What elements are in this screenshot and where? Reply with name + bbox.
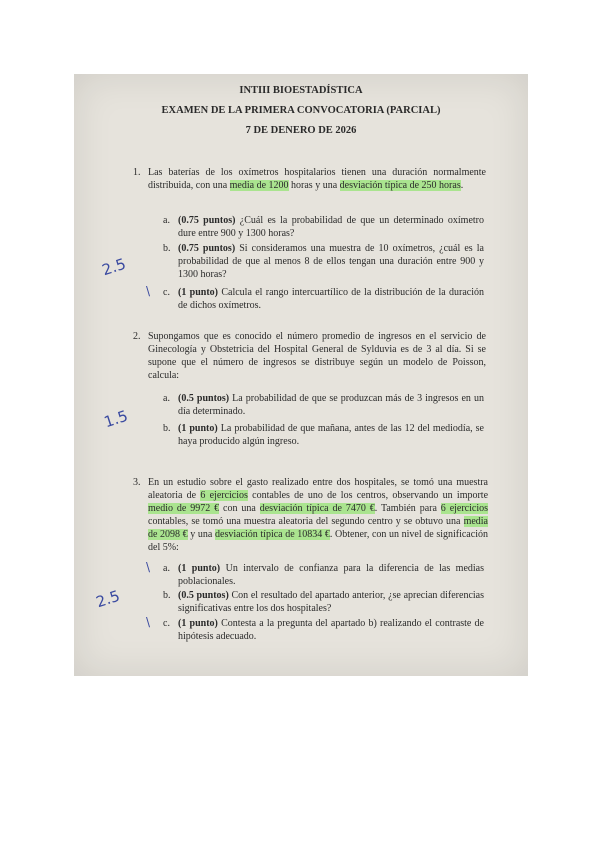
question-3: 3. En un estudio sobre el gasto realizado entre dos hospitales, se tomó una muestra aleatoria de 6 ejercicios contables de uno de los centros, observando un importe medio de 9972 € con una desviación típica de 7470 €. También para 6 ejercicios contables, se tomó una muestra aleatoria del segundo centro y se obtuvo una media de 2098 € y una desviación típica de 10834 €. Obtener, con un nivel de significación del 5%:	[133, 477, 489, 553]
question-3-part-b: b. (0.5 puntos) Con el resultado del apartado anterior, ¿se aprecian diferencias significativas entre los dos hospitales?	[163, 590, 484, 614]
exam-date: 7 DE DENERO DE 2026	[245, 125, 357, 136]
question-3-part-c: c. (1 punto) Contesta a la pregunta del apartado b) realizando el contraste de hipótesis adecuado.	[163, 618, 484, 642]
handwritten-tick-mark: \	[146, 615, 151, 629]
question-1-part-b: b. (0.75 puntos) Si consideramos una muestra de 10 oxímetros, ¿cuál es la probabilidad de que al menos 8 de ellos tengan una duración entre 900 y 1300 horas?	[163, 243, 484, 280]
course-title: INTIII BIOESTADÍSTICA	[239, 85, 363, 96]
question-1-part-c: c. (1 punto) Calcula el rango intercuartílico de la distribución de la duración de dichos oxímetros.	[163, 287, 484, 311]
question-1-part-a: a. (0.75 puntos) ¿Cuál es la probabilidad de que un determinado oxímetro dure entre 900 y 1300 horas?	[163, 215, 484, 239]
question-3-part-a: a. (1 punto) Un intervalo de confianza para la diferencia de las medias poblacionales.	[163, 563, 484, 587]
question-number: 1.	[133, 167, 141, 178]
question-2: 2. Supongamos que es conocido el número promedio de ingresos en el servicio de Ginecología y Obstetricia del Hospital General de Sylduvia es de 3 al día. Si se supone que el número de ingresos se distribuye según un modelo de Poisson, calcula:	[133, 331, 486, 381]
question-1: 1. Las baterías de los oxímetros hospitalarios tienen una duración normalmente distribuida, con una media de 1200 horas y una desviación típica de 250 horas.	[133, 167, 486, 191]
exam-sheet	[74, 74, 528, 676]
handwritten-score-q1: 2.5	[99, 254, 129, 280]
exam-title: EXAMEN DE LA PRIMERA CONVOCATORIA (PARCIAL)	[161, 105, 441, 116]
handwritten-score-q3: 2.5	[93, 586, 123, 612]
handwritten-tick-mark: \	[146, 560, 151, 574]
question-2-part-a: a. (0.5 puntos) La probabilidad de que se produzcan más de 3 ingresos en un día determinado.	[163, 393, 484, 417]
handwritten-tick-mark: \	[146, 284, 151, 298]
question-2-part-b: b. (1 punto) La probabilidad de que mañana, antes de las 12 del mediodía, se haya producido algún ingreso.	[163, 423, 484, 447]
handwritten-score-q2: 1.5	[101, 406, 131, 432]
